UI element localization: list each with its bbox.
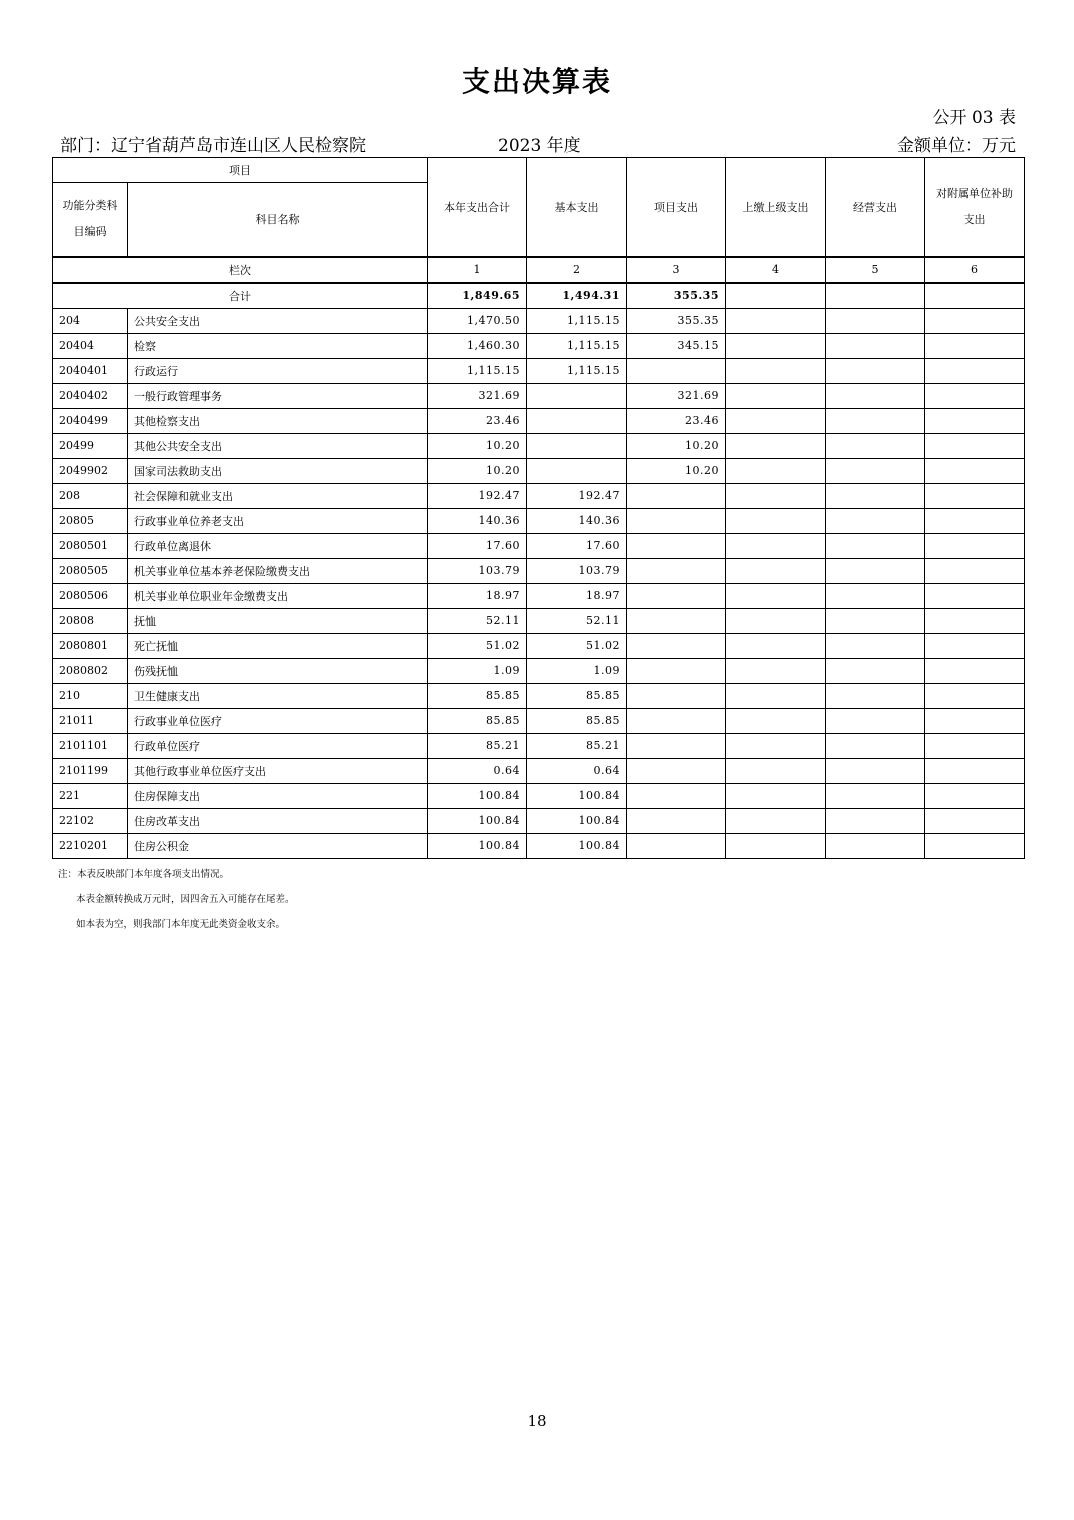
row-subsidy (925, 833, 1025, 858)
row-project (627, 558, 726, 583)
row-basic: 1,115.15 (527, 308, 627, 333)
row-subsidy (925, 433, 1025, 458)
row-code: 2080501 (53, 533, 128, 558)
row-project (627, 808, 726, 833)
row-business (826, 833, 925, 858)
row-business (826, 733, 925, 758)
row-project (627, 583, 726, 608)
row-code: 2040401 (53, 358, 128, 383)
row-business (826, 558, 925, 583)
row-project (627, 483, 726, 508)
row-basic (527, 433, 627, 458)
row-business (826, 708, 925, 733)
row-name: 机关事业单位基本养老保险缴费支出 (128, 558, 428, 583)
amount-unit: 金额单位：万元 (897, 136, 1016, 156)
row-subsidy (925, 483, 1025, 508)
header-basic: 基本支出 (527, 158, 627, 257)
row-upper (726, 508, 826, 533)
table-row (53, 583, 1025, 608)
row-name: 机关事业单位职业年金缴费支出 (128, 583, 428, 608)
row-upper (726, 358, 826, 383)
row-upper (726, 308, 826, 333)
row-code: 208 (53, 483, 128, 508)
row-code: 2101101 (53, 733, 128, 758)
row-name: 伤残抚恤 (128, 658, 428, 683)
row-name: 卫生健康支出 (128, 683, 428, 708)
row-project: 23.46 (627, 408, 726, 433)
row-code: 2101199 (53, 758, 128, 783)
department-label: 部门：辽宁省葫芦岛市连山区人民检察院 (60, 136, 366, 156)
row-basic: 1,115.15 (527, 358, 627, 383)
row-subsidy (925, 683, 1025, 708)
note-line: 注：本表反映部门本年度各项支出情况。 (58, 869, 230, 880)
row-code: 2040499 (53, 408, 128, 433)
total-amount: 1,849.65 (428, 283, 527, 309)
total-business (826, 283, 925, 309)
row-upper (726, 633, 826, 658)
row-upper (726, 583, 826, 608)
column-index-row (53, 257, 1025, 283)
row-project (627, 508, 726, 533)
row-business (826, 608, 925, 633)
header-row-project (53, 158, 1025, 183)
row-name: 其他行政事业单位医疗支出 (128, 758, 428, 783)
row-code: 2080802 (53, 658, 128, 683)
table-row (53, 308, 1025, 333)
row-code: 21011 (53, 708, 128, 733)
row-upper (726, 808, 826, 833)
row-business (826, 408, 925, 433)
row-upper (726, 608, 826, 633)
column-index-3: 3 (627, 257, 726, 283)
header-upper: 上缴上级支出 (726, 158, 826, 257)
row-project (627, 733, 726, 758)
row-upper (726, 458, 826, 483)
row-subsidy (925, 458, 1025, 483)
row-name: 一般行政管理事务 (128, 383, 428, 408)
row-total: 0.64 (428, 758, 527, 783)
row-business (826, 383, 925, 408)
table-row (53, 708, 1025, 733)
row-name: 其他公共安全支出 (128, 433, 428, 458)
row-upper (726, 433, 826, 458)
row-code: 210 (53, 683, 128, 708)
row-upper (726, 383, 826, 408)
row-subsidy (925, 333, 1025, 358)
row-business (826, 483, 925, 508)
row-name: 抚恤 (128, 608, 428, 633)
row-total: 1,460.30 (428, 333, 527, 358)
row-code: 2080506 (53, 583, 128, 608)
table-row (53, 508, 1025, 533)
table-row (53, 833, 1025, 858)
total-project: 355.35 (627, 283, 726, 309)
row-subsidy (925, 408, 1025, 433)
row-total: 103.79 (428, 558, 527, 583)
row-total: 85.21 (428, 733, 527, 758)
table-row (53, 733, 1025, 758)
row-upper (726, 658, 826, 683)
row-code: 20499 (53, 433, 128, 458)
row-subsidy (925, 608, 1025, 633)
row-subsidy (925, 558, 1025, 583)
row-code: 204 (53, 308, 128, 333)
row-name: 社会保障和就业支出 (128, 483, 428, 508)
row-subsidy (925, 383, 1025, 408)
row-name: 死亡抚恤 (128, 633, 428, 658)
row-name: 其他检察支出 (128, 408, 428, 433)
row-total: 10.20 (428, 458, 527, 483)
header-code-text: 功能分类科目编码 (62, 199, 118, 239)
header-subsidy-text: 对附属单位补助支出 (936, 186, 1013, 226)
row-total: 192.47 (428, 483, 527, 508)
row-upper (726, 683, 826, 708)
row-code: 20808 (53, 608, 128, 633)
row-total: 17.60 (428, 533, 527, 558)
row-name: 国家司法救助支出 (128, 458, 428, 483)
table-row (53, 458, 1025, 483)
row-subsidy (925, 658, 1025, 683)
row-total: 140.36 (428, 508, 527, 533)
row-code: 20404 (53, 333, 128, 358)
note-line: 如本表为空，则我部门本年度无此类资金收支余。 (76, 919, 286, 930)
row-business (826, 683, 925, 708)
row-business (826, 583, 925, 608)
table-row (53, 658, 1025, 683)
row-basic: 140.36 (527, 508, 627, 533)
total-upper (726, 283, 826, 309)
row-name: 行政事业单位养老支出 (128, 508, 428, 533)
row-basic: 100.84 (527, 808, 627, 833)
note-line: 本表金额转换成万元时，因四舍五入可能存在尾差。 (76, 894, 295, 905)
row-basic (527, 383, 627, 408)
table-row (53, 683, 1025, 708)
row-basic (527, 458, 627, 483)
table-row (53, 533, 1025, 558)
row-basic: 0.64 (527, 758, 627, 783)
row-code: 2049902 (53, 458, 128, 483)
row-name: 行政事业单位医疗 (128, 708, 428, 733)
row-upper (726, 408, 826, 433)
row-subsidy (925, 758, 1025, 783)
notes-block (58, 862, 295, 937)
row-total: 52.11 (428, 608, 527, 633)
row-project (627, 608, 726, 633)
row-total: 100.84 (428, 833, 527, 858)
row-upper (726, 533, 826, 558)
row-total: 100.84 (428, 808, 527, 833)
row-total: 1.09 (428, 658, 527, 683)
row-code: 22102 (53, 808, 128, 833)
row-subsidy (925, 808, 1025, 833)
table-row (53, 758, 1025, 783)
row-business (826, 783, 925, 808)
header-project-exp: 项目支出 (627, 158, 726, 257)
row-basic: 100.84 (527, 833, 627, 858)
row-project (627, 833, 726, 858)
form-number: 公开 03 表 (932, 108, 1016, 128)
row-subsidy (925, 308, 1025, 333)
table-row (53, 408, 1025, 433)
row-basic: 103.79 (527, 558, 627, 583)
header-total: 本年支出合计 (428, 158, 527, 257)
table-row (53, 483, 1025, 508)
expenditure-table (52, 157, 1025, 859)
column-index-4: 4 (726, 257, 826, 283)
row-project (627, 358, 726, 383)
page-title: 支出决算表 (461, 65, 612, 98)
row-project (627, 783, 726, 808)
total-subsidy (925, 283, 1025, 309)
row-business (826, 333, 925, 358)
row-project: 345.15 (627, 333, 726, 358)
row-total: 85.85 (428, 708, 527, 733)
row-total: 321.69 (428, 383, 527, 408)
row-project (627, 658, 726, 683)
row-upper (726, 758, 826, 783)
row-subsidy (925, 708, 1025, 733)
row-name: 行政单位离退休 (128, 533, 428, 558)
row-subsidy (925, 358, 1025, 383)
row-project: 321.69 (627, 383, 726, 408)
row-project: 355.35 (627, 308, 726, 333)
row-basic: 1.09 (527, 658, 627, 683)
row-basic: 85.85 (527, 708, 627, 733)
row-basic: 85.21 (527, 733, 627, 758)
table-row (53, 558, 1025, 583)
table-row (53, 808, 1025, 833)
row-name: 检察 (128, 333, 428, 358)
row-total: 51.02 (428, 633, 527, 658)
row-name: 行政单位医疗 (128, 733, 428, 758)
row-business (826, 533, 925, 558)
table-row (53, 783, 1025, 808)
row-code: 2040402 (53, 383, 128, 408)
table-row (53, 633, 1025, 658)
row-subsidy (925, 633, 1025, 658)
table-row (53, 383, 1025, 408)
row-upper (726, 333, 826, 358)
row-business (826, 808, 925, 833)
row-business (826, 658, 925, 683)
row-total: 1,115.15 (428, 358, 527, 383)
header-code (53, 183, 128, 257)
row-basic (527, 408, 627, 433)
total-basic: 1,494.31 (527, 283, 627, 309)
row-total: 10.20 (428, 433, 527, 458)
row-total: 18.97 (428, 583, 527, 608)
header-subsidy (925, 158, 1025, 257)
row-name: 住房改革支出 (128, 808, 428, 833)
column-index-label: 栏次 (53, 257, 428, 283)
row-code: 221 (53, 783, 128, 808)
row-project (627, 633, 726, 658)
page-number: 18 (527, 1412, 547, 1430)
row-business (826, 758, 925, 783)
row-project: 10.20 (627, 433, 726, 458)
total-row (53, 283, 1025, 309)
column-index-1: 1 (428, 257, 527, 283)
header-project: 项目 (53, 158, 428, 183)
column-index-6: 6 (925, 257, 1025, 283)
row-total: 23.46 (428, 408, 527, 433)
row-code: 2210201 (53, 833, 128, 858)
row-code: 20805 (53, 508, 128, 533)
column-index-5: 5 (826, 257, 925, 283)
row-code: 2080505 (53, 558, 128, 583)
row-subsidy (925, 533, 1025, 558)
row-basic: 51.02 (527, 633, 627, 658)
row-business (826, 458, 925, 483)
row-business (826, 633, 925, 658)
row-name: 住房保障支出 (128, 783, 428, 808)
row-upper (726, 833, 826, 858)
row-business (826, 508, 925, 533)
table-row (53, 333, 1025, 358)
row-upper (726, 708, 826, 733)
table-row (53, 358, 1025, 383)
row-total: 100.84 (428, 783, 527, 808)
table-row (53, 608, 1025, 633)
row-basic: 52.11 (527, 608, 627, 633)
total-label: 合计 (53, 283, 428, 309)
row-subsidy (925, 583, 1025, 608)
header-name: 科目名称 (128, 183, 428, 257)
row-upper (726, 483, 826, 508)
row-project: 10.20 (627, 458, 726, 483)
row-basic: 100.84 (527, 783, 627, 808)
row-upper (726, 783, 826, 808)
table-row (53, 433, 1025, 458)
row-project (627, 683, 726, 708)
row-project (627, 758, 726, 783)
row-basic: 85.85 (527, 683, 627, 708)
row-basic: 18.97 (527, 583, 627, 608)
row-upper (726, 733, 826, 758)
row-code: 2080801 (53, 633, 128, 658)
row-basic: 17.60 (527, 533, 627, 558)
row-total: 1,470.50 (428, 308, 527, 333)
row-basic: 192.47 (527, 483, 627, 508)
row-total: 85.85 (428, 683, 527, 708)
row-project (627, 708, 726, 733)
row-subsidy (925, 508, 1025, 533)
header-business: 经营支出 (826, 158, 925, 257)
row-upper (726, 558, 826, 583)
row-basic: 1,115.15 (527, 333, 627, 358)
fiscal-year: 2023 年度 (498, 136, 581, 156)
row-name: 住房公积金 (128, 833, 428, 858)
row-project (627, 533, 726, 558)
row-business (826, 433, 925, 458)
row-subsidy (925, 783, 1025, 808)
row-subsidy (925, 733, 1025, 758)
row-business (826, 358, 925, 383)
row-name: 公共安全支出 (128, 308, 428, 333)
row-business (826, 308, 925, 333)
column-index-2: 2 (527, 257, 627, 283)
row-name: 行政运行 (128, 358, 428, 383)
